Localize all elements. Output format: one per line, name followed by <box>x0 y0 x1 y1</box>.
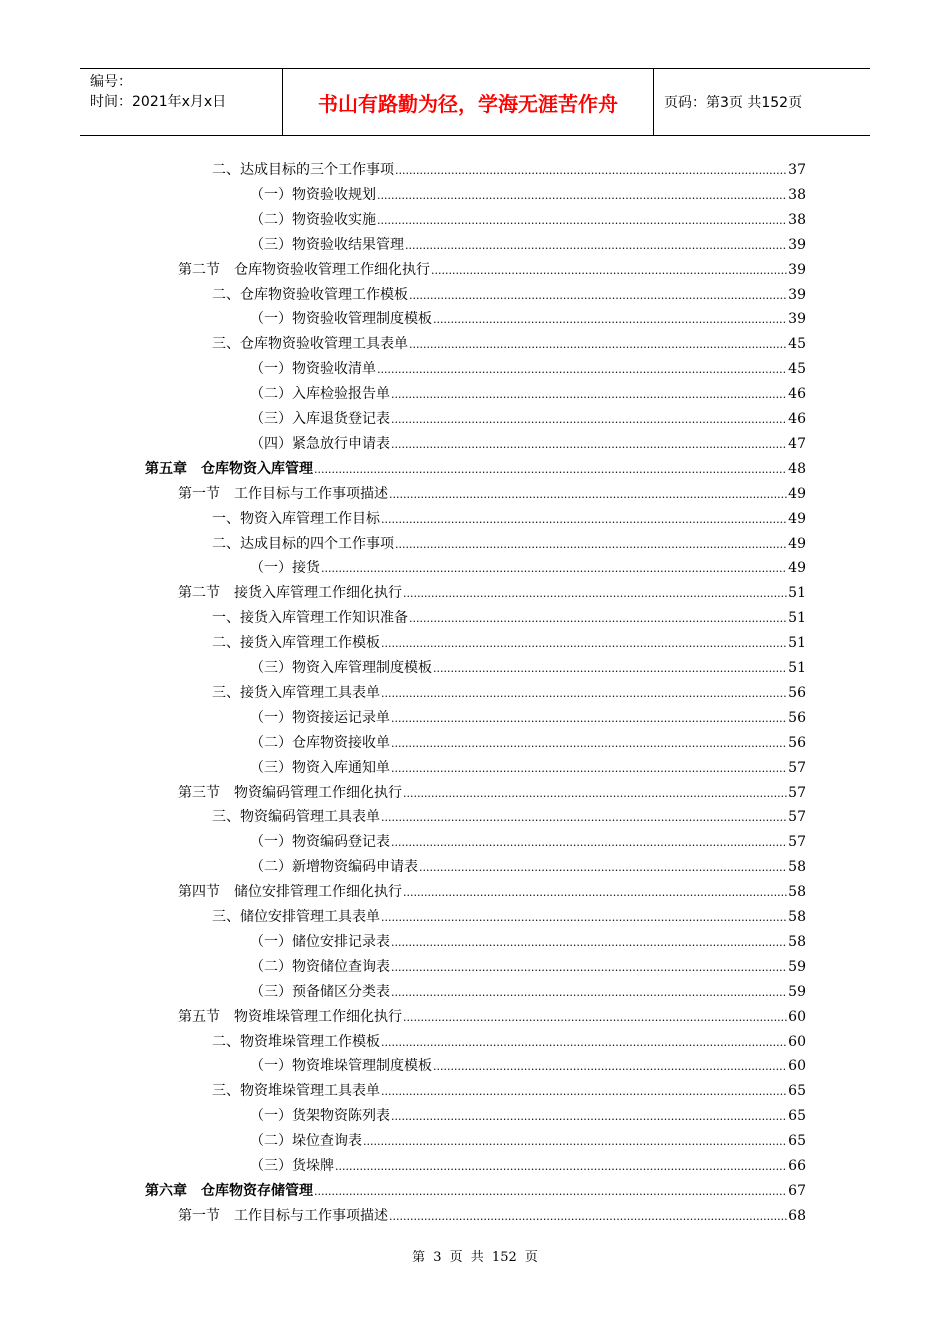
toc-dot-leader <box>381 1080 787 1104</box>
toc-entry-page: 39 <box>788 311 806 328</box>
toc-entry[interactable] <box>250 407 806 431</box>
toc-entry-title: 第六章 仓库物资存储管理 <box>145 1182 313 1199</box>
toc-entry[interactable] <box>250 1154 806 1178</box>
toc-entry-title: （一）物资验收规划 <box>250 186 376 203</box>
toc-dot-leader <box>433 657 787 681</box>
toc-dot-leader <box>377 184 787 208</box>
toc-entry-page: 56 <box>788 734 806 751</box>
toc-dot-leader <box>395 533 787 557</box>
toc-entry-title: （二）新增物资编码申请表 <box>250 859 418 876</box>
toc-entry-title: （一）物资堆垛管理制度模板 <box>250 1058 432 1075</box>
toc-entry-page: 57 <box>788 759 806 776</box>
toc-entry-title: （三）预备储区分类表 <box>250 983 390 1000</box>
toc-dot-leader <box>363 1130 787 1154</box>
toc-entry-page: 59 <box>788 983 806 1000</box>
toc-entry[interactable] <box>250 756 806 780</box>
toc-entry-page: 39 <box>788 261 806 278</box>
toc-dot-leader <box>381 682 787 706</box>
toc-entry[interactable] <box>145 457 806 481</box>
toc-entry-page: 37 <box>788 162 806 178</box>
toc-entry-title: 三、物资编码管理工具表单 <box>212 809 380 826</box>
toc-entry-page: 45 <box>788 336 806 353</box>
toc-dot-leader <box>391 732 787 756</box>
toc-entry-title: （一）货架物资陈列表 <box>250 1108 390 1125</box>
toc-dot-leader <box>381 806 787 830</box>
toc-entry-page: 38 <box>788 211 806 228</box>
toc-dot-leader <box>409 607 787 631</box>
toc-entry[interactable] <box>212 606 806 630</box>
toc-entry[interactable] <box>250 955 806 979</box>
toc-entry-page: 58 <box>788 933 806 950</box>
toc-entry[interactable] <box>212 507 806 531</box>
toc-entry-title: 二、达成目标的四个工作事项 <box>212 535 394 552</box>
toc-entry-title: 二、物资堆垛管理工作模板 <box>212 1033 380 1050</box>
toc-dot-leader <box>321 557 787 581</box>
toc-entry-page: 65 <box>788 1108 806 1125</box>
toc-entry[interactable] <box>250 731 806 755</box>
toc-entry[interactable] <box>212 1079 806 1103</box>
toc-dot-leader <box>391 931 787 955</box>
toc-entry[interactable] <box>250 656 806 680</box>
toc-dot-leader <box>391 956 787 980</box>
toc-entry[interactable] <box>212 332 806 356</box>
toc-entry-title: 三、接货入库管理工具表单 <box>212 684 380 701</box>
toc-dot-leader <box>335 1155 787 1179</box>
toc-entry-page: 38 <box>788 186 806 203</box>
header-motto: 书山有路勤为径，学海无涯苦作舟 <box>282 69 654 135</box>
toc-dot-leader <box>431 259 787 283</box>
toc-dot-leader <box>381 1031 787 1055</box>
toc-entry-title: 二、达成目标的三个工作事项 <box>212 162 394 178</box>
toc-entry-page: 65 <box>788 1083 806 1100</box>
toc-dot-leader <box>433 308 787 332</box>
toc-entry[interactable] <box>212 283 806 307</box>
toc-entry[interactable] <box>178 1204 806 1228</box>
toc-entry-title: 第三节 物资编码管理工作细化执行 <box>178 784 402 801</box>
toc-entry-page: 57 <box>788 809 806 826</box>
toc-dot-leader <box>389 1205 787 1229</box>
toc-entry[interactable] <box>212 532 806 556</box>
toc-entry[interactable] <box>250 855 806 879</box>
toc-dot-leader <box>409 333 787 357</box>
toc-entry[interactable] <box>145 1179 806 1203</box>
toc-entry[interactable] <box>250 930 806 954</box>
toc-entry-page: 56 <box>788 684 806 701</box>
toc-entry-title: （一）储位安排记录表 <box>250 933 390 950</box>
toc-dot-leader <box>391 433 787 457</box>
toc-dot-leader <box>403 782 787 806</box>
toc-entry-title: （二）物资储位查询表 <box>250 958 390 975</box>
toc-entry[interactable] <box>178 880 806 904</box>
toc-entry-page: 51 <box>788 635 806 652</box>
toc-dot-leader <box>391 383 787 407</box>
toc-entry-page: 51 <box>788 660 806 676</box>
toc-dot-leader <box>391 1105 787 1129</box>
toc-dot-leader <box>409 284 787 308</box>
toc-entry-title: （二）物资验收实施 <box>250 211 376 228</box>
toc-entry-title: （一）物资验收管理制度模板 <box>250 311 432 328</box>
toc-entry-page: 49 <box>788 510 806 527</box>
toc-entry-title: （三）入库退货登记表 <box>250 411 390 427</box>
toc-entry-title: （三）物资验收结果管理 <box>250 236 404 253</box>
toc-entry-title: （二）垛位查询表 <box>250 1133 362 1150</box>
toc-dot-leader <box>391 408 787 432</box>
toc-entry[interactable] <box>178 258 806 282</box>
toc-entry[interactable] <box>212 1030 806 1054</box>
toc-entry-page: 51 <box>788 610 806 627</box>
toc-entry[interactable] <box>250 233 806 257</box>
toc-dot-leader <box>433 1055 787 1079</box>
toc-entry-page: 60 <box>788 1008 806 1025</box>
toc-entry-page: 49 <box>788 485 806 502</box>
toc-entry-page: 56 <box>788 709 806 726</box>
page-header <box>80 68 870 136</box>
toc-entry-page: 39 <box>788 236 806 253</box>
toc-dot-leader <box>377 358 787 382</box>
toc-entry-title: 三、仓库物资验收管理工具表单 <box>212 336 408 353</box>
toc-entry[interactable] <box>212 681 806 705</box>
toc-entry-title: 二、仓库物资验收管理工作模板 <box>212 286 408 303</box>
toc-entry-title: （三）物资入库通知单 <box>250 759 390 776</box>
toc-dot-leader <box>419 856 787 880</box>
toc-dot-leader <box>391 981 787 1005</box>
toc-entry[interactable] <box>250 432 806 456</box>
toc-entry[interactable] <box>250 706 806 730</box>
toc-entry-title: （二）入库检验报告单 <box>250 386 390 403</box>
toc-entry[interactable] <box>250 556 806 580</box>
toc-entry-title: 第二节 仓库物资验收管理工作细化执行 <box>178 261 430 278</box>
toc-dot-leader <box>391 757 787 781</box>
toc-entry-page: 39 <box>788 286 806 303</box>
toc-dot-leader <box>381 632 787 656</box>
header-meta <box>80 69 282 135</box>
toc-entry-title: 第一节 工作目标与工作事项描述 <box>178 485 388 502</box>
toc-dot-leader <box>403 881 787 905</box>
toc-dot-leader <box>391 707 787 731</box>
toc-entry-page: 58 <box>788 884 806 901</box>
toc-entry-page: 45 <box>788 361 806 378</box>
toc-entry[interactable] <box>250 830 806 854</box>
toc-dot-leader <box>403 1006 787 1030</box>
toc-entry-title: 第五章 仓库物资入库管理 <box>145 460 313 477</box>
toc-entry-page: 49 <box>788 535 806 552</box>
toc-dot-leader <box>377 209 787 233</box>
toc-entry-title: 第二节 接货入库管理工作细化执行 <box>178 585 402 602</box>
toc-entry[interactable] <box>212 631 806 655</box>
toc-entry[interactable] <box>250 980 806 1004</box>
toc-entry-title: （一）物资验收清单 <box>250 361 376 378</box>
toc-entry-title: 第一节 工作目标与工作事项描述 <box>178 1207 388 1224</box>
toc-entry-title: 一、物资入库管理工作目标 <box>212 510 380 527</box>
toc-entry[interactable] <box>250 1104 806 1128</box>
toc-entry[interactable] <box>250 382 806 406</box>
toc-entry-page: 46 <box>788 411 806 427</box>
toc-entry-page: 65 <box>788 1133 806 1150</box>
toc-dot-leader <box>391 831 787 855</box>
toc-entry-title: 三、储位安排管理工具表单 <box>212 909 380 925</box>
toc-entry-title: （一）物资编码登记表 <box>250 834 390 851</box>
toc-dot-leader <box>314 1180 787 1204</box>
toc-entry[interactable] <box>250 1129 806 1153</box>
toc-entry-page: 46 <box>788 386 806 403</box>
toc-entry[interactable] <box>250 208 806 232</box>
toc-entry-title: （三）物资入库管理制度模板 <box>250 660 432 676</box>
toc-dot-leader <box>403 582 787 606</box>
toc-entry-title: 第四节 储位安排管理工作细化执行 <box>178 884 402 901</box>
toc-entry-title: 三、物资堆垛管理工具表单 <box>212 1083 380 1100</box>
toc-entry[interactable] <box>250 357 806 381</box>
toc-entry[interactable] <box>178 1005 806 1029</box>
toc-entry-page: 59 <box>788 958 806 975</box>
toc-entry-title: 第五节 物资堆垛管理工作细化执行 <box>178 1008 402 1025</box>
toc-entry-page: 60 <box>788 1033 806 1050</box>
toc-entry-title: （三）货垛牌 <box>250 1158 334 1174</box>
toc-entry-page: 68 <box>788 1207 806 1224</box>
toc-entry[interactable] <box>212 905 806 929</box>
toc-entry[interactable] <box>250 183 806 207</box>
toc-entry-page: 49 <box>788 560 806 577</box>
toc-entry[interactable] <box>212 805 806 829</box>
toc-entry-page: 57 <box>788 834 806 851</box>
toc-entry-title: 二、接货入库管理工作模板 <box>212 635 380 652</box>
toc-entry[interactable] <box>178 482 806 506</box>
header-page-number: 页码：第3页 共152页 <box>664 95 803 111</box>
toc-entry-page: 58 <box>788 859 806 876</box>
toc-entry-title: （二）仓库物资接收单 <box>250 734 390 751</box>
toc-dot-leader <box>389 483 787 507</box>
toc-entry[interactable] <box>178 781 806 805</box>
toc-entry-title: （四）紧急放行申请表 <box>250 435 390 452</box>
page-footer: 第 3 页 共 152 页 <box>412 1250 538 1265</box>
toc-dot-leader <box>314 458 787 482</box>
toc-entry-title: 一、接货入库管理工作知识准备 <box>212 610 408 627</box>
toc-entry[interactable] <box>212 158 806 182</box>
toc-entry[interactable] <box>178 581 806 605</box>
toc-entry-page: 60 <box>788 1058 806 1075</box>
toc-entry-page: 67 <box>788 1182 806 1199</box>
toc-entry-page: 57 <box>788 784 806 801</box>
toc-dot-leader <box>405 234 787 258</box>
toc-entry[interactable] <box>250 1054 806 1078</box>
toc-entry-page: 47 <box>788 435 806 452</box>
document-date: 时间：2021年x月x日 <box>90 94 227 110</box>
toc-entry-page: 66 <box>788 1158 806 1174</box>
toc-entry[interactable] <box>250 307 806 331</box>
toc-entry-page: 48 <box>788 460 806 477</box>
toc-dot-leader <box>395 159 787 183</box>
toc-dot-leader <box>381 508 787 532</box>
document-number-label: 编号： <box>90 74 132 90</box>
toc-entry-title: （一）接货 <box>250 560 320 577</box>
toc-entry-title: （一）物资接运记录单 <box>250 709 390 726</box>
toc-entry-page: 51 <box>788 585 806 602</box>
toc-entry-page: 58 <box>788 909 806 925</box>
toc-dot-leader <box>381 906 787 930</box>
